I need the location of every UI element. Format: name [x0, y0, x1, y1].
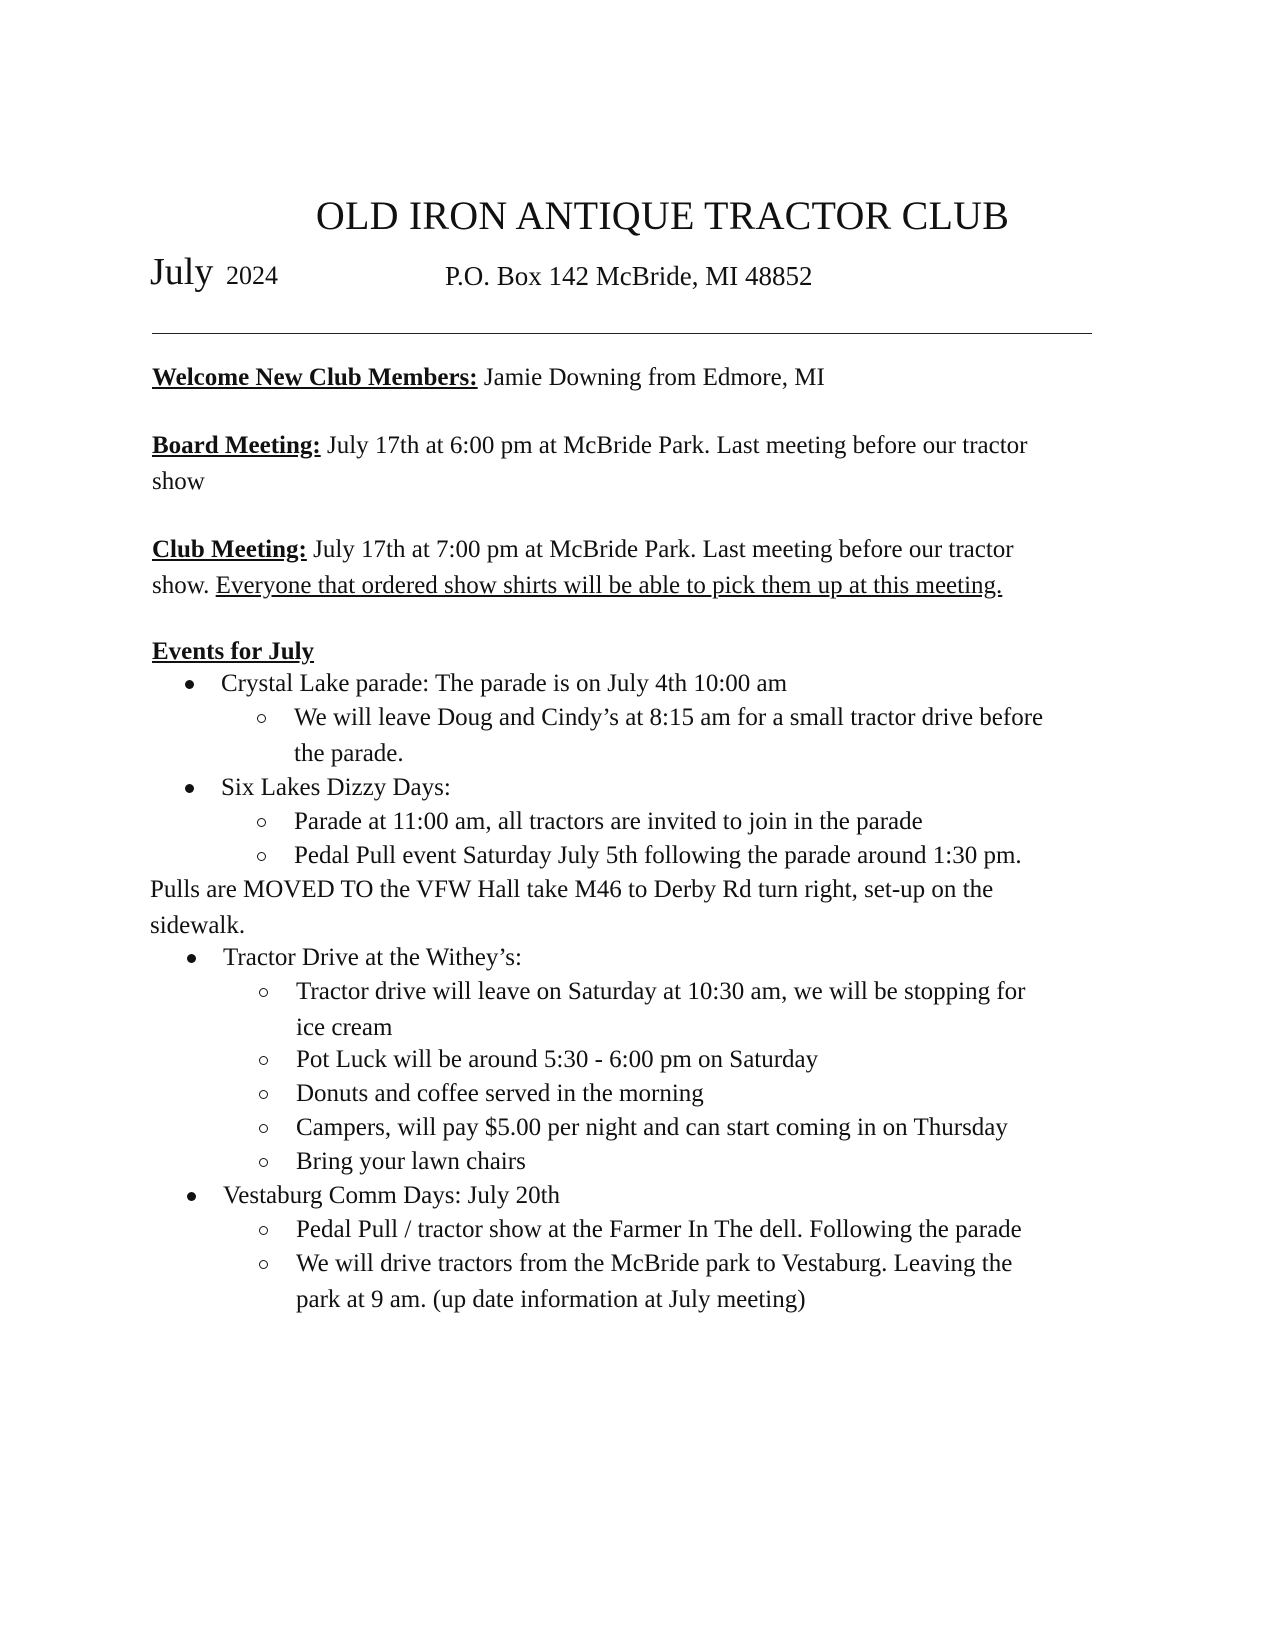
event-detail-text-cont: ice cream [296, 1014, 393, 1041]
six-lakes-note [150, 872, 1130, 944]
sub-bullet-icon [257, 852, 266, 861]
bullet-icon [185, 680, 194, 689]
bullet-icon [185, 784, 194, 793]
event-detail-text: We will drive tractors from the McBride park to Vestaburg. Leaving the [296, 1250, 1013, 1277]
welcome-section [152, 360, 1132, 396]
event-detail-text-cont: park at 9 am. (up date information at July meeting) [296, 1286, 806, 1313]
sub-bullet-icon [259, 1124, 268, 1133]
welcome-text: Jamie Downing from Edmore, MI [477, 364, 825, 391]
sub-bullet-icon [259, 988, 268, 997]
event-withey-drive [223, 940, 522, 976]
sub-bullet-icon [259, 1226, 268, 1235]
club-meeting-text-cont: show. [152, 572, 216, 599]
event-detail [296, 1144, 526, 1180]
board-meeting-text: July 17th at 6:00 pm at McBride Park. Last meeting before our tractor [320, 432, 1028, 459]
event-detail-text: Campers, will pay $5.00 per night and can start coming in on Thursday [296, 1114, 1008, 1141]
event-vestaburg [223, 1178, 560, 1214]
bullet-icon [187, 954, 196, 963]
event-detail [294, 804, 923, 840]
event-title: Crystal Lake parade: The parade is on July 4th 10:00 am [221, 670, 788, 697]
event-detail [294, 838, 1022, 874]
event-detail-text: Parade at 11:00 am, all tractors are invited to join in the parade [294, 808, 923, 835]
event-detail-text: Pot Luck will be around 5:30 - 6:00 pm on Saturday [296, 1046, 819, 1073]
event-detail-text: Pedal Pull / tractor show at the Farmer In The dell. Following the parade [296, 1216, 1022, 1243]
event-detail-text: Donuts and coffee served in the morning [296, 1080, 704, 1107]
sub-bullet-icon [259, 1260, 268, 1269]
sub-bullet-icon [259, 1056, 268, 1065]
club-meeting-section [152, 532, 1132, 604]
welcome-label: Welcome New Club Members: [152, 364, 478, 391]
six-lakes-note-text: Pulls are MOVED TO the VFW Hall take M46 to Derby Rd turn right, set-up on the [150, 876, 994, 903]
club-title: OLD IRON ANTIQUE TRACTOR CLUB [315, 193, 1010, 238]
event-detail [296, 1110, 1008, 1146]
event-detail-text: Tractor drive will leave on Saturday at 10:30 am, we will be stopping for [296, 978, 1026, 1005]
board-meeting-text-cont: show [152, 468, 205, 495]
event-detail [294, 700, 1043, 772]
sub-bullet-icon [257, 818, 266, 827]
event-title: Six Lakes Dizzy Days: [221, 774, 451, 801]
event-detail [296, 974, 1025, 1046]
sub-bullet-icon [259, 1158, 268, 1167]
bullet-icon [187, 1192, 196, 1201]
event-detail [296, 1042, 818, 1078]
events-heading: Events for July [152, 638, 315, 665]
event-detail-text: We will leave Doug and Cindy’s at 8:15 am for a small tractor drive before [294, 704, 1044, 731]
club-meeting-label: Club Meeting: [152, 536, 307, 563]
issue-month: July [150, 251, 214, 293]
events-section [152, 634, 1132, 670]
board-meeting-label: Board Meeting: [152, 432, 321, 459]
issue-year: 2024 [226, 261, 278, 290]
six-lakes-note-text-cont: sidewalk. [150, 912, 246, 939]
event-title: Tractor Drive at the Withey’s: [223, 944, 522, 971]
event-detail-text: Bring your lawn chairs [296, 1148, 526, 1175]
header-divider [152, 333, 1092, 334]
club-meeting-text: July 17th at 7:00 pm at McBride Park. Last meeting before our tractor [306, 536, 1014, 563]
event-detail-text: Pedal Pull event Saturday July 5th following the parade around 1:30 pm. [294, 842, 1022, 869]
event-detail [296, 1212, 1022, 1248]
club-address: P.O. Box 142 McBride, MI 48852 [445, 261, 813, 291]
club-meeting-shirts-note: Everyone that ordered show shirts will be able to pick them up at this meeting. [215, 572, 1003, 599]
event-detail [296, 1246, 1012, 1318]
event-crystal-lake [221, 666, 787, 702]
board-meeting-section [152, 428, 1132, 500]
sub-bullet-icon [257, 714, 266, 723]
sub-bullet-icon [259, 1090, 268, 1099]
event-detail-text-cont: the parade. [294, 740, 404, 767]
event-detail [296, 1076, 704, 1112]
event-six-lakes [221, 770, 451, 806]
event-title: Vestaburg Comm Days: July 20th [223, 1182, 561, 1209]
